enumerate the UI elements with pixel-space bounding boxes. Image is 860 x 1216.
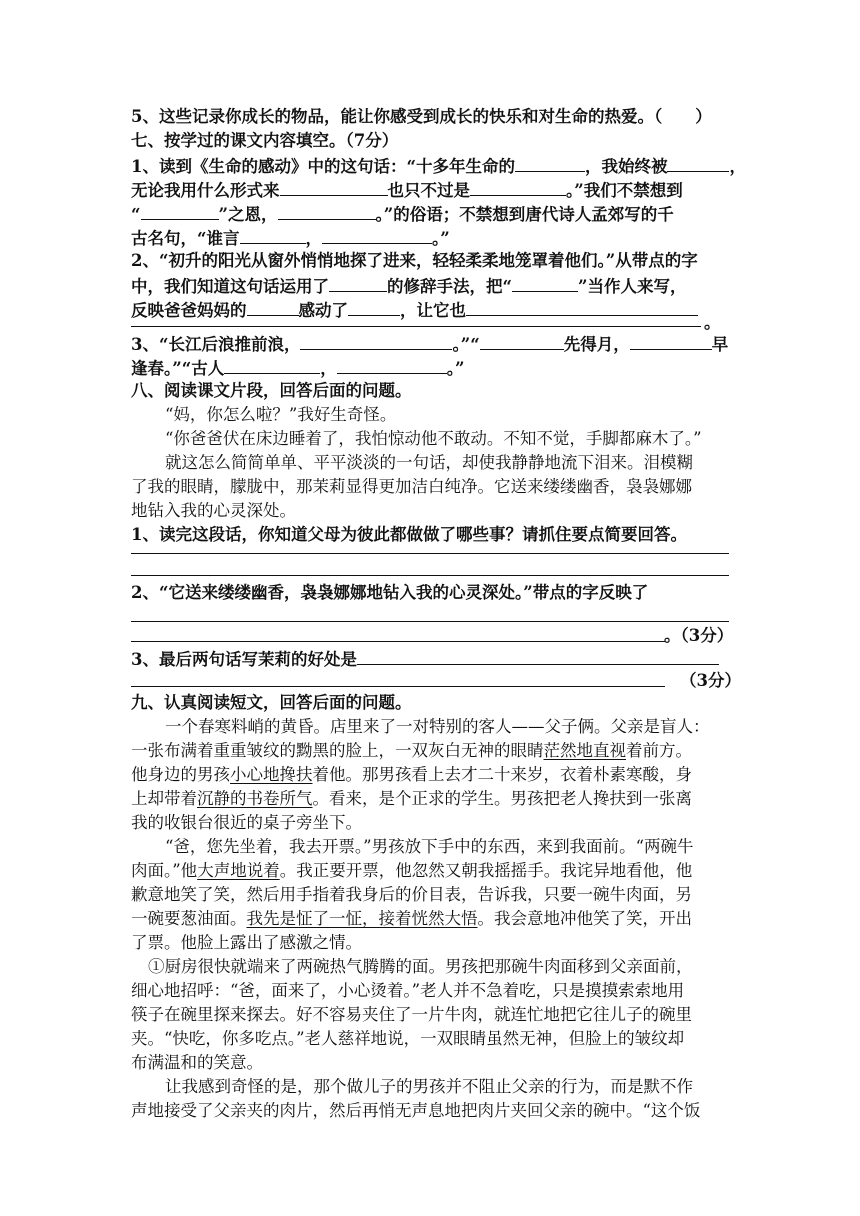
blank[interactable] (515, 153, 585, 172)
s9-line7: 肉面。”他大声地说着。我正要开票，他忽然又朝我摇摇手。我诧异地看他，他 (131, 861, 693, 880)
blank[interactable] (630, 331, 712, 350)
blank[interactable] (667, 153, 729, 172)
s8-para3-line1: 就这怎么简简单单、平平淡淡的一句话，却使我静静地流下泪来。泪模糊 (165, 453, 693, 472)
s8-para3-line3: 地钻入我的心灵深处。 (131, 501, 296, 520)
blank[interactable] (300, 331, 452, 350)
blank[interactable] (141, 201, 219, 220)
answer-line[interactable] (131, 575, 729, 576)
blank[interactable] (480, 331, 564, 350)
blank[interactable] (240, 225, 306, 244)
s7-q2-line1: 2、“初升的阳光从窗外悄悄地探了进来，轻轻柔柔地笼罩着他们。”从带点的字 (131, 251, 698, 270)
section-9-title: 九、认真阅读短文，回答后面的问题。 (131, 693, 412, 712)
blank[interactable] (470, 177, 566, 196)
s7-q2-line2: 中，我们知道这句话运用了 的修辞手法，把“ ”当作人来写， (131, 273, 731, 299)
blank[interactable] (322, 225, 432, 244)
s7-q3-line2: 逢春。”“古人 ， 。” (131, 355, 731, 381)
s9-line8: 歉意地笑了笑，然后用手指着我身后的价目表，告诉我，只要一碗牛肉面，另 (131, 885, 692, 904)
s9-line14: 夹。“快吃，你多吃点。”老人慈祥地说，一双眼睛虽然无神，但脸上的皱纹却 (131, 1029, 685, 1048)
answer-line[interactable] (131, 641, 665, 642)
answer-line[interactable] (131, 553, 729, 554)
blank[interactable] (512, 273, 578, 292)
s8-para3-line2: 了我的眼睛，朦胧中，那茉莉显得更加洁白纯净。它送来缕缕幽香，袅袅娜娜 (131, 477, 692, 496)
answer-line[interactable] (131, 621, 729, 622)
s8-question-2: 2、“它送来缕缕幽香，袅袅娜娜地钻入我的心灵深处。”带点的字反映了 (131, 583, 649, 602)
s7-q1-line2: 无论我用什么形式来 也只不过是 。”我们不禁想到 (131, 177, 731, 203)
s9-line16: 让我感到奇怪的是，那个做儿子的男孩并不阻止父亲的行为，而是默不作 (165, 1077, 693, 1096)
s8-q2-score: 。（3分） (664, 626, 734, 645)
s8-para1: “妈，你怎么啦？”我好生奇怪。 (165, 405, 397, 424)
s9-line9: 一碗要葱油面。我先是怔了一怔，接着恍然大悟。我会意地冲他笑了笑，开出 (131, 909, 692, 928)
s7-q1-line4: 古名句，“谁言 ， 。” (131, 225, 731, 251)
s9-line2: 一张布满着重重皱纹的黝黑的脸上，一双灰白无神的眼睛茫然地直视着前方。 (131, 741, 692, 760)
question-5: 5、这些记录你成长的物品，能让你感受到成长的快乐和对生命的热爱。（ ） (131, 107, 712, 126)
s9-line13: 筷子在碗里探来探去。好不容易夹住了一片牛肉，就连忙地把它往儿子的碗里 (131, 1005, 692, 1024)
s7-q1-line3: “ ”之恩， 。”的俗语；不禁想到唐代诗人孟郊写的千 (131, 201, 731, 227)
s9-line11: ①厨房很快就端来了两碗热气腾腾的面。男孩把那碗牛肉面移到父亲面前， (148, 957, 693, 976)
s9-line10: 了票。他脸上露出了感激之情。 (131, 933, 362, 952)
s9-line17: 声地接受了父亲夹的肉片，然后再悄无声息地把肉片夹回父亲的碗中。“这个饭 (131, 1101, 701, 1120)
s8-q3-score: （3分） (680, 671, 741, 690)
blank[interactable] (337, 355, 447, 374)
s9-line12: 细心地招呼：“爸，面来了，小心烫着。”老人并不急着吃，只是摸摸索索地用 (131, 981, 685, 1000)
s8-para2: “你爸爸伏在床边睡着了，我怕惊动他不敢动。不知不觉，手脚都麻木了。” (165, 429, 702, 448)
s9-line6: “爸，您先坐着，我去开票。”男孩放下手中的东西，来到我面前。“两碗牛 (165, 837, 694, 856)
s9-line4: 上却带着沉静的书卷所气。看来，是个正求的学生。男孩把老人搀扶到一张离 (131, 789, 692, 808)
blank[interactable] (278, 201, 376, 220)
s7-q3-line1: 3、“长江后浪推前浪， 。”“ 先得月， 早 (131, 331, 731, 357)
blank[interactable] (224, 355, 320, 374)
blank[interactable] (280, 177, 388, 196)
s9-line3: 他身边的男孩小心地搀扶着他。那男孩看上去才二十来岁，衣着朴素寒酸，身 (131, 765, 692, 784)
s7-q2-end: 。 (704, 313, 721, 332)
section-7-title: 七、按学过的课文内容填空。（7分） (131, 131, 399, 150)
s7-q2-line3: 反映爸爸妈妈的 感动了 ，让它也 (131, 297, 731, 323)
blank[interactable] (247, 297, 299, 316)
s9-line1: 一个春寒料峭的黄昏。店里来了一对特别的客人——父子俩。父亲是盲人： (165, 717, 710, 736)
s7-q1-line1: 1、读到《生命的感动》中的这句话：“十多年生命的 ，我始终被 ， (131, 153, 731, 179)
blank[interactable] (348, 297, 400, 316)
section-8-title: 八、阅读课文片段，回答后面的问题。 (131, 381, 412, 400)
s9-line5: 我的收银台很近的桌子旁坐下。 (131, 813, 362, 832)
blank[interactable] (357, 646, 719, 665)
blank[interactable] (466, 297, 698, 316)
answer-line[interactable] (131, 686, 665, 687)
s8-question-3: 3、最后两句话写茉莉的好处是 (131, 646, 731, 672)
blank[interactable] (329, 273, 387, 292)
s9-line15: 布满温和的笑意。 (131, 1053, 263, 1072)
answer-line[interactable] (131, 326, 701, 327)
s8-question-1: 1、读完这段话，你知道父母为彼此都做做了哪些事？请抓住要点简要回答。 (131, 525, 687, 544)
